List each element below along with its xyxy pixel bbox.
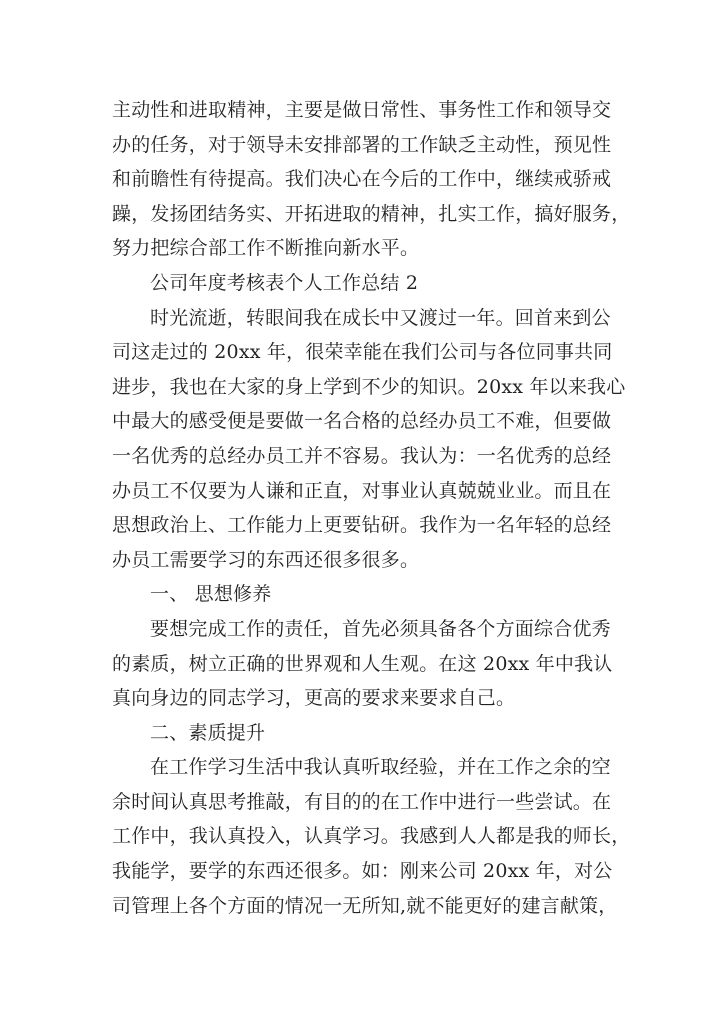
text-line: 我能学，要学的东西还很多。如：刚来公司 20xx 年，对公 [112,860,613,883]
text-line: 在工作学习生活中我认真听取经验，并在工作之余的空 [150,756,611,779]
text-line: 躁，发扬团结务实、开拓进取的精神，扎实工作，搞好服务， [112,202,631,225]
document-body [112,93,631,923]
text-line: 的素质，树立正确的世界观和人生观。在这 20xx 年中我认 [112,652,613,675]
text-line: 真向身边的同志学习，更高的要求来要求自己。 [112,687,516,710]
text-line: 公司年度考核表个人工作总结 2 [150,271,419,294]
text-line: 司这走过的 20xx 年，很荣幸能在我们公司与各位同事共同 [112,341,613,364]
text-line: 进步，我也在大家的身上学到不少的知识。20xx 年以来我心 [112,375,626,398]
text-line: 司管理上各个方面的情况一无所知,就不能更好的建言献策， [112,894,618,917]
text-line: 主动性和进取精神，主要是做日常性、事务性工作和领导交 [112,99,612,121]
text-line: 办员工需要学习的东西还很多很多。 [112,548,420,571]
text-line: 一、 思想修养 [150,583,272,606]
text-line: 和前瞻性有待提高。我们决心在今后的工作中，继续戒骄戒 [112,168,612,191]
text-line: 办员工不仅要为人谦和正直，对事业认真兢兢业业。而且在 [112,479,612,502]
text-line: 余时间认真思考推敲，有目的的在工作中进行一些尝试。在 [112,790,612,813]
text-line: 要想完成工作的责任，首先必须具备各个方面综合优秀 [150,617,611,640]
text-line: 工作中，我认真投入，认真学习。我感到人人都是我的师长， [112,825,631,848]
text-line: 时光流逝，转眼间我在成长中又渡过一年。回首来到公 [150,306,611,329]
text-line: 中最大的感受便是要做一名合格的总经办员工不难，但要做 [112,410,612,433]
text-line: 思想政治上、工作能力上更要钻研。我作为一名年轻的总经 [112,514,612,537]
text-line: 二、素质提升 [150,721,266,744]
text-line: 办的任务，对于领导未安排部署的工作缺乏主动性，预见性 [112,133,612,156]
text-line: 一名优秀的总经办员工并不容易。我认为：一名优秀的总经 [112,444,612,467]
text-line: 努力把综合部工作不断推向新水平。 [112,237,420,260]
